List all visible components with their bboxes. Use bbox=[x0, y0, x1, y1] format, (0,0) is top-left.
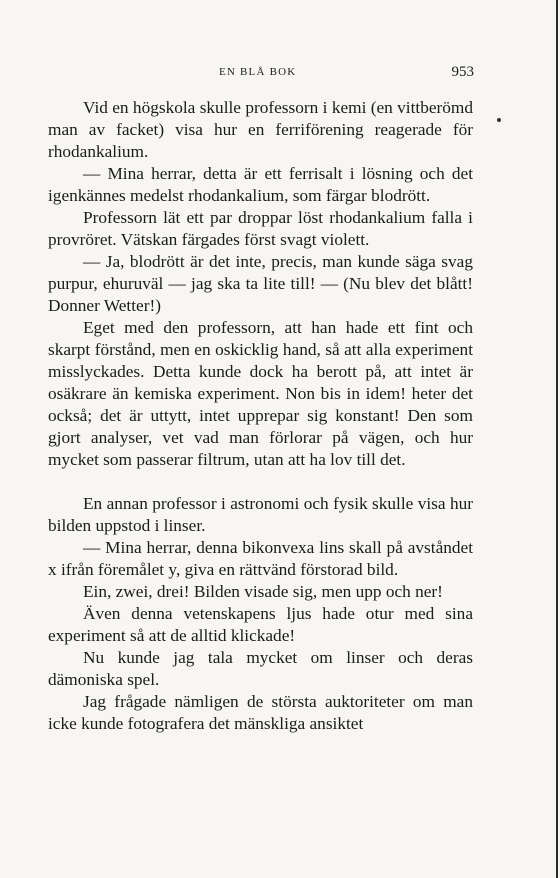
paragraph: — Mina herrar, denna bikonvexa lins skall på avståndet x ifrån föremålet y, giva en rättvänd förstorad bild. bbox=[48, 538, 473, 579]
paragraph: Ein, zwei, drei! Bilden visade sig, men upp och ner! bbox=[83, 582, 443, 601]
paragraph: Professorn lät ett par droppar löst rhodankalium falla i provröret. Vätskan färgades först svagt violett. bbox=[48, 208, 473, 249]
paragraph: Även denna vetenskapens ljus hade otur med sina experiment så att de alltid klickade! bbox=[48, 604, 473, 645]
paragraph: Nu kunde jag tala mycket om linser och deras dämoniska spel. bbox=[48, 648, 473, 689]
paragraph: En annan professor i astronomi och fysik skulle visa hur bilden uppstod i linser. bbox=[48, 494, 473, 535]
paragraph: Eget med den professorn, att han hade ett fint och skarpt förstånd, men en oskicklig hand, så att alla experiment misslyckades. Detta kunde dock ha berott på, att intet är osäkrare än kemiska experiment. Non bis in idem! heter det också; det är uttytt, intet upprepar sig konstant! Den som gjort analyser, vet vad man förlorar på vägen, och hur mycket som passerar filtrum, utan att ha lov till det. bbox=[48, 318, 473, 469]
page-number: 953 bbox=[451, 64, 474, 80]
page-edge-line bbox=[556, 0, 558, 878]
paragraph: — Ja, blodrött är det inte, precis, man kunde säga svag purpur, ehuruväl — jag ska ta lite till! — (Nu blev det blått! Donner Wetter!) bbox=[48, 252, 473, 315]
paragraph: Jag frågade nämligen de största auktoriteter om man icke kunde fotografera det mänskliga ansiktet bbox=[48, 692, 473, 733]
section-break bbox=[48, 471, 473, 493]
paragraph: — Mina herrar, detta är ett ferrisalt i lösning och det igenkännes medelst rhodankalium, som färgar blodrött. bbox=[48, 164, 473, 205]
running-head: EN BLÅ BOK bbox=[219, 66, 297, 78]
body-text bbox=[48, 97, 473, 735]
ink-speck bbox=[497, 118, 501, 122]
paragraph: Vid en högskola skulle professorn i kemi (en vittberömd man av facket) visa hur en ferriförening reagerade för rhodankalium. bbox=[48, 98, 473, 161]
